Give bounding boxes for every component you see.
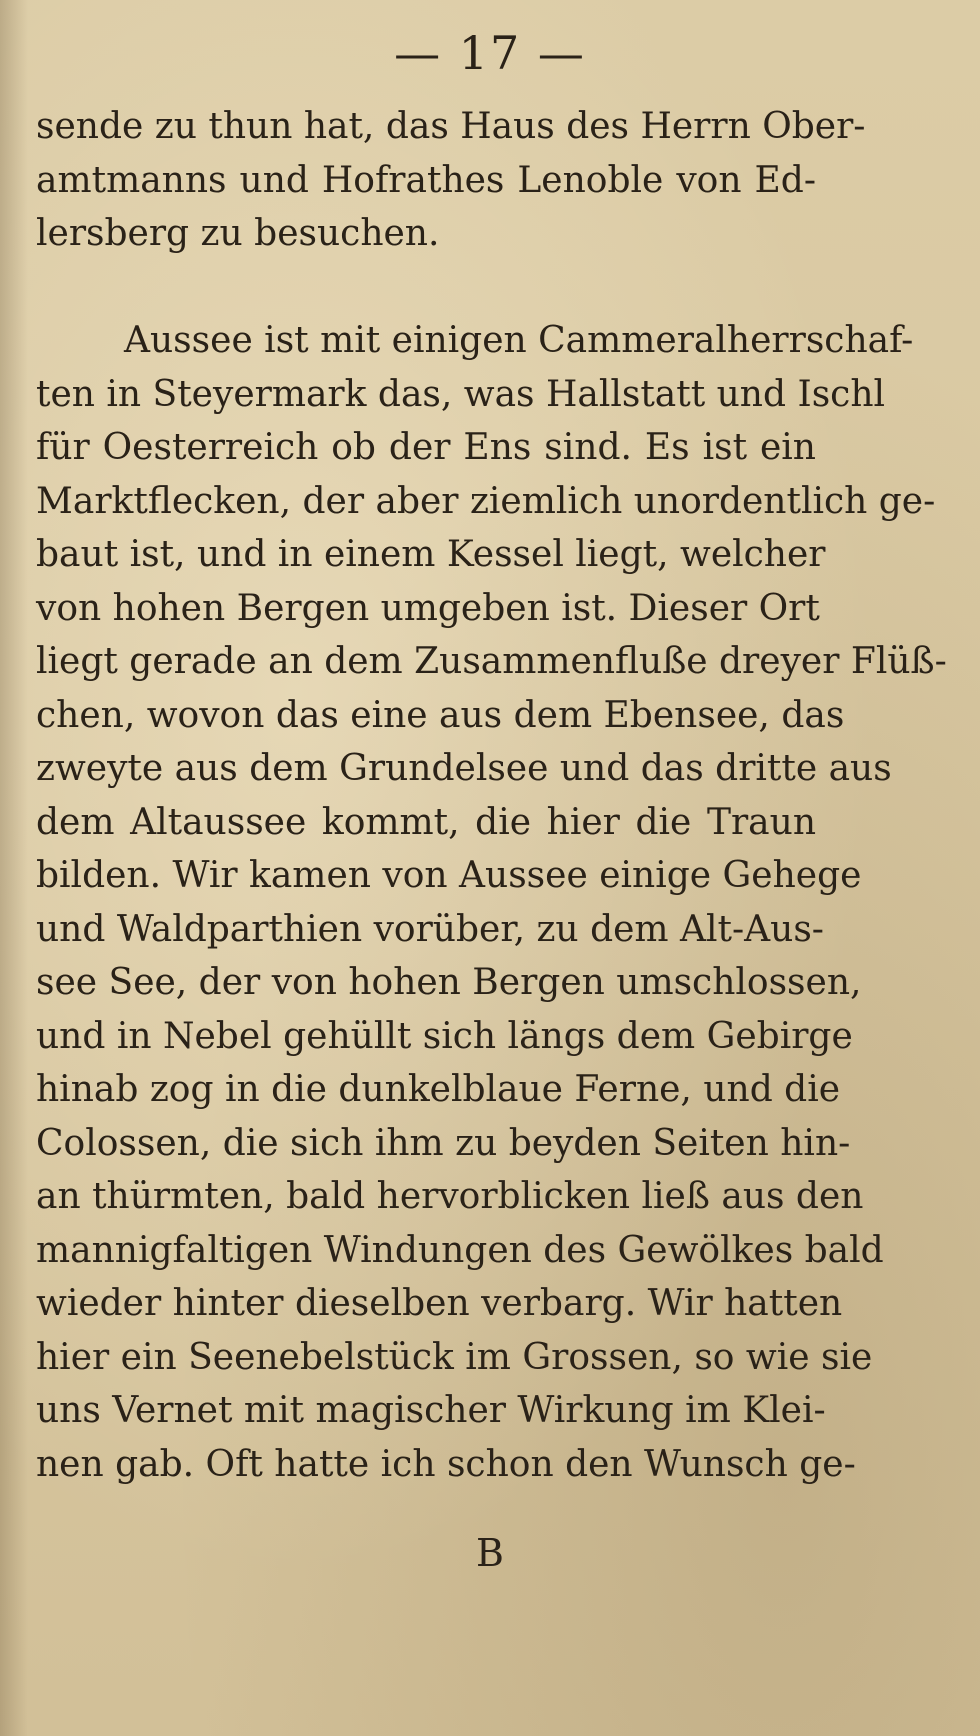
text-line: hier ein Seenebelstück im Grossen, so wie sie [36, 1336, 873, 1378]
text-line: wieder hinter dieselben verbarg. Wir hatten [36, 1283, 843, 1324]
text-line: mannigfaltigen Windungen des Gewölkes bald [36, 1229, 884, 1271]
text-line: ten in Steyermark das, was Hallstatt und Ischl [36, 373, 886, 415]
text-line: liegt gerade an dem Zusammenfluße dreyer Flüß- [36, 641, 947, 682]
text-line: sende zu thun hat, das Haus des Herrn Ober- [36, 106, 866, 147]
text-line: und Waldparthien vorüber, zu dem Alt-Aus- [36, 908, 824, 950]
text-line: lersberg zu besuchen. [36, 213, 440, 254]
text-line: an thürmten, bald hervorblicken ließ aus den [36, 1176, 864, 1217]
text-line: zweyte aus dem Grundelsee und das dritte aus [36, 748, 892, 789]
text-line: see See, der von hohen Bergen umschlossen, [36, 962, 862, 1003]
text-line: und in Nebel gehüllt sich längs dem Gebirge [36, 1015, 853, 1057]
page-number-header: — 17 — [394, 26, 586, 80]
page-edge-shadow [0, 0, 28, 1736]
text-line: Aussee ist mit einigen Cammeralherrschaf- [124, 320, 914, 361]
body-text [36, 100, 947, 1491]
text-line: Colossen, die sich ihm zu beyden Seiten hin- [36, 1122, 851, 1164]
text-line: nen gab. Oft hatte ich schon den Wunsch ge- [36, 1443, 856, 1485]
text-line: dem Altaussee kommt, die hier die Traun [36, 801, 816, 843]
text-line: für Oesterreich ob der Ens sind. Es ist ein [36, 427, 816, 468]
text-line: uns Vernet mit magischer Wirkung im Klei- [36, 1390, 826, 1431]
signature-mark: B [476, 1531, 504, 1575]
text-line: hinab zog in die dunkelblaue Ferne, und die [36, 1069, 841, 1110]
text-line: amtmanns und Hofrathes Lenoble von Ed- [36, 159, 816, 201]
text-line: bilden. Wir kamen von Aussee einige Gehege [36, 855, 862, 896]
text-line: chen, wovon das eine aus dem Ebensee, das [36, 694, 845, 736]
paragraph-gap [36, 261, 816, 315]
text-line: Marktflecken, der aber ziemlich unordentlich ge- [36, 480, 936, 522]
text-line: von hohen Bergen umgeben ist. Dieser Ort [36, 587, 820, 629]
text-line: baut ist, und in einem Kessel liegt, welcher [36, 534, 826, 575]
